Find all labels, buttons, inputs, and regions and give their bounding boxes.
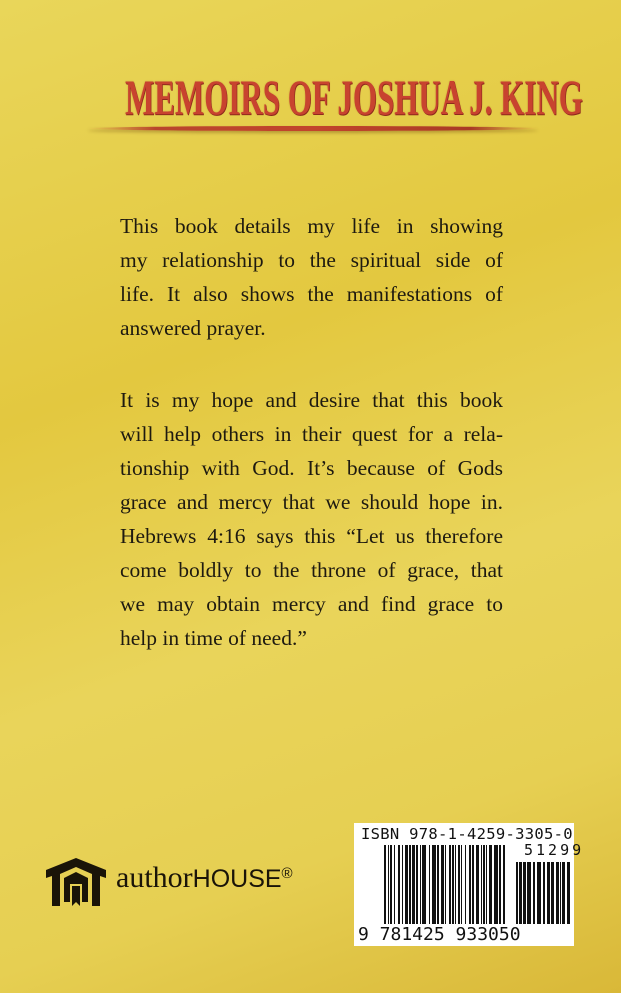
barcode-bar: [398, 845, 400, 935]
title-underline: [88, 126, 538, 131]
barcode-bar: [560, 862, 561, 924]
barcode-bar: [537, 862, 541, 924]
barcode-bar: [503, 845, 505, 935]
text-line: answered prayer.: [120, 316, 266, 340]
price-bars: [516, 862, 570, 924]
barcode-bar: [519, 862, 522, 924]
book-title: [125, 69, 583, 125]
barcode-bar: [489, 845, 492, 935]
text-line: life. It also shows the manifestations of: [120, 282, 503, 306]
barcode-bar: [384, 845, 386, 935]
barcode-bar: [449, 845, 451, 935]
barcode-bar: [562, 862, 565, 924]
publisher-logo-text: [116, 860, 293, 897]
barcode-bar: [543, 862, 545, 924]
barcode-bar: [458, 845, 460, 935]
text-line: This book details my life in showing: [120, 214, 503, 238]
text-line: tionship with God. It’s because of Gods: [120, 456, 503, 480]
text-line: will help others in their quest for a rela-: [120, 422, 503, 446]
description-paragraph-2: [120, 383, 503, 655]
ean-bars: [384, 845, 509, 935]
barcode-bar: [547, 862, 550, 924]
barcode-bar: [452, 845, 454, 935]
barcode-bar: [472, 845, 474, 935]
barcode-bar: [420, 845, 421, 935]
barcode-bar: [412, 845, 415, 935]
text-line: we may obtain mercy and find grace to: [120, 592, 503, 616]
barcode-bar: [494, 845, 498, 935]
barcode-bar: [429, 845, 430, 935]
text-line: help in time of need.”: [120, 626, 307, 650]
barcode-bar: [432, 845, 436, 935]
publisher-name-part2: HOUSE: [192, 865, 282, 893]
barcode-bar: [527, 862, 531, 924]
barcode-bar: [469, 845, 471, 935]
book-title-text: MEMOIRS OF JOSHUA J. KING: [125, 69, 583, 125]
barcode-bar: [523, 862, 526, 924]
barcode-bar: [416, 845, 418, 935]
barcode-bar: [437, 845, 439, 935]
registered-mark: ®: [281, 865, 293, 882]
isbn-barcode: [354, 823, 585, 946]
barcode-bar: [409, 845, 411, 935]
text-line: It is my hope and desire that this book: [120, 388, 503, 412]
barcode-bar: [483, 845, 485, 935]
text-line: come boldly to the throne of grace, that: [120, 558, 503, 582]
barcode-bar: [499, 845, 501, 935]
barcode-bar: [394, 845, 395, 935]
barcode-bar: [455, 845, 456, 935]
barcode-bar: [461, 845, 462, 935]
barcode-bar: [465, 845, 466, 935]
barcode-bar: [390, 845, 392, 935]
barcode-bar: [422, 845, 426, 935]
barcode-bar: [405, 845, 408, 935]
barcode-bar: [556, 862, 559, 924]
barcode-bar: [481, 845, 482, 935]
price-code: 51299: [524, 841, 585, 859]
publisher-name-part1: author: [116, 861, 193, 894]
description-paragraph-1: [120, 209, 503, 345]
barcode-bar: [445, 845, 446, 935]
barcode-bar: [551, 862, 554, 924]
ean-digits: 9 781425 933050: [358, 924, 521, 945]
text-line: grace and mercy that we should hope in.: [120, 490, 503, 514]
isbn-label: ISBN 978-1-4259-3305-0: [361, 825, 573, 843]
barcode-bar: [486, 845, 487, 935]
barcode-bar: [567, 862, 570, 924]
barcode-bar: [516, 862, 518, 924]
house-book-icon: [44, 856, 108, 908]
barcode-bar: [402, 845, 403, 935]
barcode-bar: [476, 845, 479, 935]
barcode-bar: [388, 845, 389, 935]
barcode-bar: [441, 845, 444, 935]
text-line: Hebrews 4:16 says this “Let us therefore: [120, 524, 503, 548]
barcode-bar: [533, 862, 535, 924]
text-line: my relationship to the spiritual side of: [120, 248, 503, 272]
